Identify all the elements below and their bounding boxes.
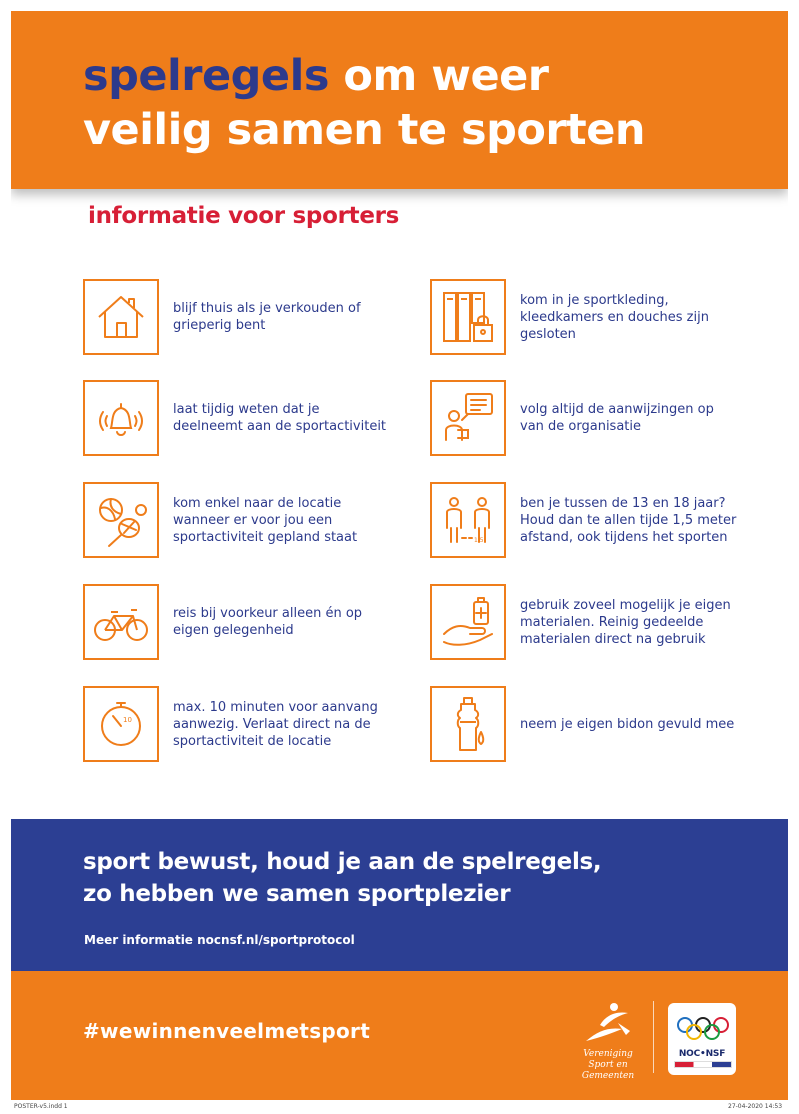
hashtag: #wewinnenveelmetsport — [83, 1019, 371, 1043]
rule-item — [83, 686, 393, 762]
person-instructions-icon — [430, 380, 506, 456]
hand-sanitizer-icon — [430, 584, 506, 660]
slogan — [83, 846, 601, 910]
rule-item — [430, 380, 740, 456]
rule-text: volg altijd de aanwijzingen op van de organisatie — [520, 402, 714, 434]
rule-text: max. 10 minuten voor aanvang aanwezig. Verlaat direct na de sportactiviteit de locatie — [173, 699, 378, 749]
rule-item — [430, 482, 740, 558]
distance-people-icon — [430, 482, 506, 558]
print-mark-right: 27-04-2020 14:53 — [728, 1103, 783, 1110]
rule-item — [83, 584, 393, 660]
rule-text: kom in je sportkleding, kleedkamers en douches zijn gesloten — [520, 292, 709, 342]
slogan-line2: zo hebben we samen sportplezier — [83, 881, 511, 907]
noc-nsf-text: NOC•NSF — [678, 1049, 726, 1059]
rule-item — [430, 279, 740, 355]
rule-item — [430, 584, 740, 660]
slogan-band — [11, 819, 788, 971]
rule-text: kom enkel naar de locatie wanneer er voor jou een sportactiviteit gepland staat — [173, 495, 358, 545]
title-line1-rest: om weer — [328, 51, 549, 101]
house-icon — [83, 279, 159, 355]
svg-text:10: 10 — [123, 716, 132, 724]
rule-text: reis bij voorkeur alleen én op eigen gelegenheid — [173, 606, 363, 638]
svg-text:1,5: 1,5 — [474, 537, 484, 544]
footer-band — [11, 971, 788, 1100]
locker-lock-icon — [430, 279, 506, 355]
rule-item — [83, 380, 393, 456]
olympic-rings-icon — [675, 1015, 731, 1043]
vsg-line2: Sport en Gemeenten — [581, 1060, 635, 1081]
vsg-line1: Vereniging — [583, 1049, 633, 1059]
rule-text: ben je tussen de 13 en 18 jaar? Houd dan te allen tijde 1,5 meter afstand, ook tijdens het sporten — [520, 495, 737, 545]
stopwatch-icon — [83, 686, 159, 762]
title-highlight: spelregels — [83, 51, 329, 101]
rule-item — [430, 686, 740, 762]
rule-item — [83, 279, 393, 355]
subtitle: informatie voor sporters — [88, 203, 400, 229]
logo-divider — [653, 1001, 654, 1073]
noc-nsf-logo — [668, 1003, 736, 1075]
more-info-link[interactable]: Meer informatie nocnsf.nl/sportprotocol — [84, 933, 355, 947]
print-mark-left: POSTER-v5.indd 1 — [14, 1103, 68, 1110]
poster-title — [83, 49, 645, 157]
rule-text: neem je eigen bidon gevuld mee — [520, 716, 735, 732]
rule-item — [83, 482, 393, 558]
bicycle-icon — [83, 584, 159, 660]
title-line2: veilig samen te sporten — [83, 105, 645, 155]
rule-text: gebruik zoveel mogelijk je eigen materialen. Reinig gedeelde materialen direct na gebruik — [520, 597, 731, 647]
runner-logo-icon — [578, 1001, 638, 1045]
water-bottle-icon — [430, 686, 506, 762]
poster — [11, 11, 788, 1100]
rule-text: blijf thuis als je verkouden of grieperig bent — [173, 301, 361, 333]
flag-bar — [674, 1061, 732, 1068]
bell-icon — [83, 380, 159, 456]
rule-text: laat tijdig weten dat je deelneemt aan de sportactiviteit — [173, 402, 387, 434]
header-banner — [11, 11, 788, 189]
vsg-logo — [563, 1001, 653, 1081]
sports-balls-icon — [83, 482, 159, 558]
slogan-line1: sport bewust, houd je aan de spelregels, — [83, 849, 602, 875]
